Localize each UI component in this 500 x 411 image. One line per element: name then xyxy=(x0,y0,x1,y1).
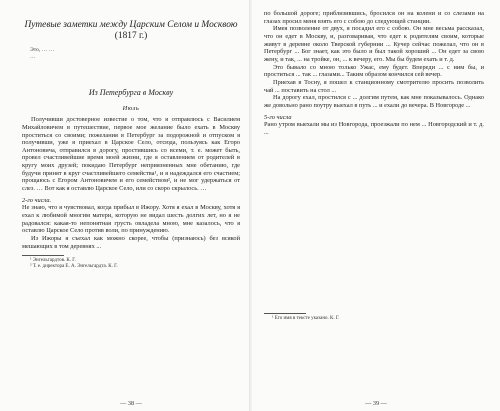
chapter-heading: Из Петербурга в Москву xyxy=(88,88,174,98)
body-paragraph: Из Ижоры я съехал как можно скорее, чтобы (признаюсь) без всякой мешающих в том деревнях ... xyxy=(22,235,240,250)
body-paragraph: Приехав в Тосну, я пошел к станционному смотрителю просить позволить чай ... поставить на стол ... xyxy=(264,78,484,94)
right-body-text xyxy=(264,10,484,308)
date-line: 2-го числа. xyxy=(22,196,52,204)
body-paragraph: Это бывало со мною только Ужас, ему будет. Впереди ... с ним бы, и проститься ... так ... глазами... Таким образом кончился сей вечер. xyxy=(264,63,484,79)
left-body-text xyxy=(22,116,240,250)
month-heading: Июль xyxy=(122,105,140,113)
footnote: ¹ Его имя в тексте указано. К. Г. xyxy=(272,316,340,321)
left-footnotes xyxy=(22,258,240,270)
footnote-rule xyxy=(264,313,306,314)
document-title: Путевые заметки между Царским Селом и Москвою xyxy=(24,20,238,30)
document-year: (1817 г.) xyxy=(114,31,148,41)
body-paragraph: Не знаю, что я чувствовал, когда прибыл в Ижору. Хотя я ехал в Москву, хотя я ехал к любимой многим матери, которую не видал шесть долгих лет, но я не радовался: какая-то непонятная грусть овладела мною, мне казалось, что я оставлю Царское Село против воли, по принуждению. xyxy=(22,204,240,235)
right-footnotes xyxy=(264,316,484,322)
body-paragraph: Получивши достоверное известие о том, что я отправлюсь с Василием Михайловичем в путешествие, первое мое желание было ехать в Москву проститься со своими; пожелания в Петербург за подорожной и отпуском я получивши, уже я приехал в Царское Село, отсюда, пользуясь как Егоро Антоновича, отправился в дорогу, простившись со всеми, т. е. может быть, провел счастливейшие время моей жизни, где я оставлением от родителей в кругу моих друзей; покидаю Петербург неприязненных мне обетанию, где будучи принят в круг счастливейшего семейства¹, и я надеждался его счастием; прощаюсь с Егором Антоновичем и его семейством², и не мог удержаться от слез. … Вот как я оставлю Царское Село, или со скоро скрылось. … xyxy=(22,116,240,193)
page-number-right: — 39 — xyxy=(365,400,387,407)
footnote: ¹ Энгельгардтов. К. Г. xyxy=(30,258,76,264)
body-paragraph: Рано утром выехали мы из Новгорода, проезжали по нем ... Новгородский и т. д. ... xyxy=(264,121,484,136)
footnote: ² Т. е. директора Е. А. Энгельгардта. К. Г. xyxy=(30,264,118,270)
body-paragraph: На дорогу ехал, простился с ... долгим путем, как мне показывалось. Однако же довольно рано поутру выехал в путь ... и ехали до вечера. В Новгороде ... xyxy=(264,94,484,109)
body-paragraph: Имея позволение от двух, я посадил его с собою. Он мне весьма рассказал, что он едет в Москву, и, разговаривая, что едет к родителям своим, которые живут в деревне около Тверской губернии ... Кучер сейчас пожелал, что он в Петербург ... Бог знает, как это было и был такой хороший ... Он едет за свою жену, и так, ... на тройке, он, ... к вечеру, его. Мы бы будем ехать и т. д. xyxy=(264,25,484,63)
intro-paragraph: … xyxy=(30,53,36,60)
footnote-rule xyxy=(22,255,64,256)
body-paragraph: по большой дороге; приблизившись, бросился он на колени и со слезами на глазах просил меня взять его с собою до следующей станции. xyxy=(264,10,484,25)
right-page xyxy=(252,0,500,411)
page-number-left: — 38 — xyxy=(120,400,142,407)
date-line: 5-го числа xyxy=(264,113,292,121)
intro-block xyxy=(22,47,240,60)
intro-paragraph: Это, … … xyxy=(30,47,55,53)
